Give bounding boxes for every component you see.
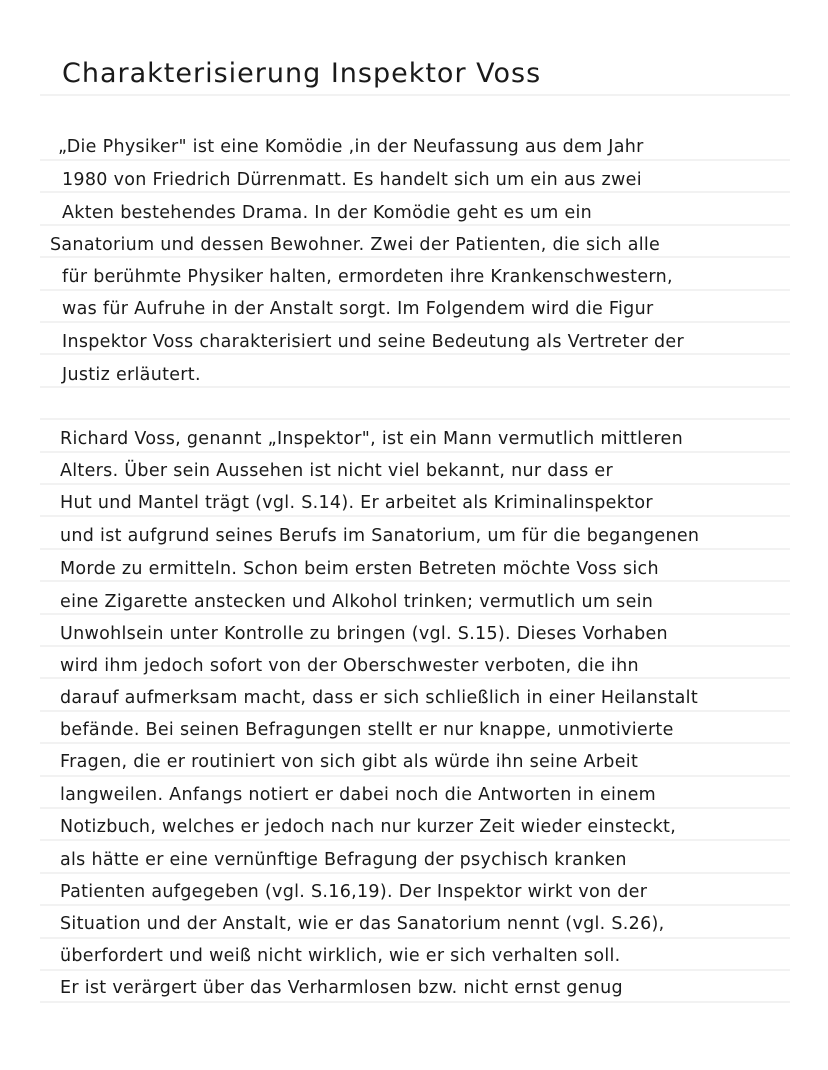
text-line: Situation und der Anstalt, wie er das Sanatorium nennt (vgl. S.26), bbox=[60, 914, 665, 934]
page-title: Charakterisierung Inspektor Voss bbox=[62, 58, 542, 89]
text-line: Akten bestehendes Drama. In der Komödie geht es um ein bbox=[62, 203, 593, 223]
text-line: Fragen, die er routiniert von sich gibt als würde ihn seine Arbeit bbox=[60, 752, 639, 772]
text-line: darauf aufmerksam macht, dass er sich schließlich in einer Heilanstalt bbox=[60, 688, 699, 708]
text-line: Richard Voss, genannt „Inspektor", ist ein Mann vermutlich mittleren bbox=[60, 429, 683, 449]
text-line: Notizbuch, welches er jedoch nach nur kurzer Zeit wieder einsteckt, bbox=[60, 817, 677, 837]
text-line: Inspektor Voss charakterisiert und seine Bedeutung als Vertreter der bbox=[62, 332, 684, 352]
text-line: eine Zigarette anstecken und Alkohol trinken; vermutlich um sein bbox=[60, 592, 654, 612]
text-line: langweilen. Anfangs notiert er dabei noch die Antworten in einem bbox=[60, 785, 657, 805]
text-line: überfordert und weiß nicht wirklich, wie er sich verhalten soll. bbox=[60, 946, 621, 966]
text-line: was für Aufruhe in der Anstalt sorgt. Im Folgendem wird die Figur bbox=[62, 299, 654, 319]
text-line: Alters. Über sein Aussehen ist nicht viel bekannt, nur dass er bbox=[60, 461, 613, 481]
text-line: befände. Bei seinen Befragungen stellt er nur knappe, unmotivierte bbox=[60, 720, 674, 740]
text-line: Patienten aufgegeben (vgl. S.16,19). Der Inspektor wirkt von der bbox=[60, 882, 648, 902]
text-line: Hut und Mantel trägt (vgl. S.14). Er arbeitet als Kriminalinspektor bbox=[60, 493, 653, 513]
text-line: Justiz erläutert. bbox=[62, 365, 201, 385]
text-line: Unwohlsein unter Kontrolle zu bringen (vgl. S.15). Dieses Vorhaben bbox=[60, 624, 668, 644]
text-line: und ist aufgrund seines Berufs im Sanatorium, um für die begangenen bbox=[60, 526, 700, 546]
text-line: Er ist verärgert über das Verharmlosen bzw. nicht ernst genug bbox=[60, 978, 623, 998]
text-line: 1980 von Friedrich Dürrenmatt. Es handelt sich um ein aus zwei bbox=[62, 170, 642, 190]
text-line: wird ihm jedoch sofort von der Oberschwester verboten, die ihn bbox=[60, 656, 639, 676]
text-line: Sanatorium und dessen Bewohner. Zwei der Patienten, die sich alle bbox=[50, 235, 661, 255]
text-line: Morde zu ermitteln. Schon beim ersten Betreten möchte Voss sich bbox=[60, 559, 659, 579]
text-line: für berühmte Physiker halten, ermordeten ihre Krankenschwestern, bbox=[62, 267, 673, 287]
text-line: „Die Physiker" ist eine Komödie ,in der Neufassung aus dem Jahr bbox=[58, 137, 644, 157]
text-line: als hätte er eine vernünftige Befragung der psychisch kranken bbox=[60, 850, 627, 870]
